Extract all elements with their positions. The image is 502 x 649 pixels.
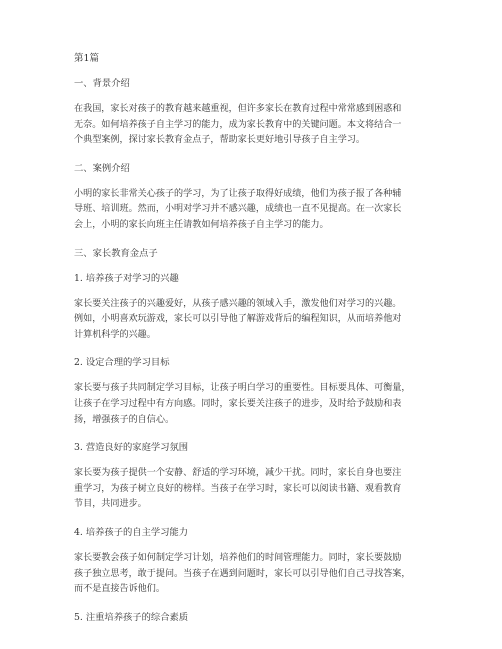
paragraph-line: 例如，小明喜欢玩游戏，家长可以引导他了解游戏背后的编程知识，从而培养他对	[74, 314, 402, 325]
paragraph-tip-4	[74, 551, 434, 598]
paragraph-line: 会上，小明的家长向班主任请教如何培养孩子自主学习的能力。	[74, 219, 329, 230]
section-heading-case: 二、案例介绍	[74, 162, 130, 174]
tip-heading-5: 5. 注重培养孩子的综合素质	[74, 611, 189, 623]
tip-heading-4: 4. 培养孩子的自主学习能力	[74, 526, 189, 538]
paragraph-background	[74, 102, 434, 149]
paragraph-line: 无奈。如何培养孩子自主学习的能力，成为家长教育中的关键问题。本文将结合一	[74, 119, 402, 130]
paragraph-line: 导班、培训班。然而，小明对学习并不感兴趣，成绩也一直不见提高。在一次家长	[74, 204, 402, 215]
paragraph-case	[74, 187, 434, 234]
paragraph-line: 让孩子在学习过程中有方向感。同时，家长要关注孩子的进步，及时给予鼓励和表	[74, 398, 402, 409]
paragraph-line: 孩子独立思考，敢于提问。当孩子在遇到问题时，家长可以引导他们自己寻找答案，	[74, 568, 411, 579]
paragraph-line: 小明的家长非常关心孩子的学习，为了让孩子取得好成绩，他们为孩子报了各种辅	[74, 188, 402, 199]
tip-heading-1: 1. 培养孩子对学习的兴趣	[74, 272, 179, 284]
paragraph-line: 扬，增强孩子的自信心。	[74, 414, 175, 425]
paragraph-line: 节目，共同进步。	[74, 499, 147, 510]
section-heading-background: 一、背景介绍	[74, 78, 130, 89]
paragraph-line: 而不是直接告诉他们。	[74, 584, 165, 595]
tip-heading-3: 3. 营造良好的家庭学习氛围	[74, 442, 189, 454]
paragraph-line: 家长要为孩子提供一个安静、舒适的学习环境，减少干扰。同时，家长自身也要注	[74, 468, 402, 479]
paragraph-line: 家长要关注孩子的兴趣爱好，从孩子感兴趣的领域入手，激发他们对学习的兴趣。	[74, 298, 402, 309]
paragraph-line: 家长要与孩子共同制定学习目标，让孩子明白学习的重要性。目标要具体、可衡量，	[74, 383, 411, 394]
paragraph-line: 在我国，家长对孩子的教育越来越重视，但许多家长在教育过程中常常感到困惑和	[74, 104, 402, 114]
document-title: 第1篇	[74, 53, 100, 64]
paragraph-line: 个典型案例，探讨家长教育金点子，帮助家长更好地引导孩子自主学习。	[74, 135, 366, 146]
section-heading-tips: 三、家长教育金点子	[74, 247, 158, 259]
paragraph-line: 重学习，为孩子树立良好的榜样。当孩子在学习时，家长可以阅读书籍、观看教育	[74, 483, 402, 494]
document-content	[74, 52, 434, 636]
paragraph-tip-3	[74, 466, 434, 513]
paragraph-tip-2	[74, 381, 434, 428]
tip-heading-2: 2. 设定合理的学习目标	[74, 357, 170, 369]
paragraph-line: 计算机科学的兴趣。	[74, 329, 156, 340]
paragraph-line: 家长要教会孩子如何制定学习计划，培养他们的时间管理能力。同时，家长要鼓励	[74, 552, 402, 563]
paragraph-tip-1	[74, 297, 434, 344]
